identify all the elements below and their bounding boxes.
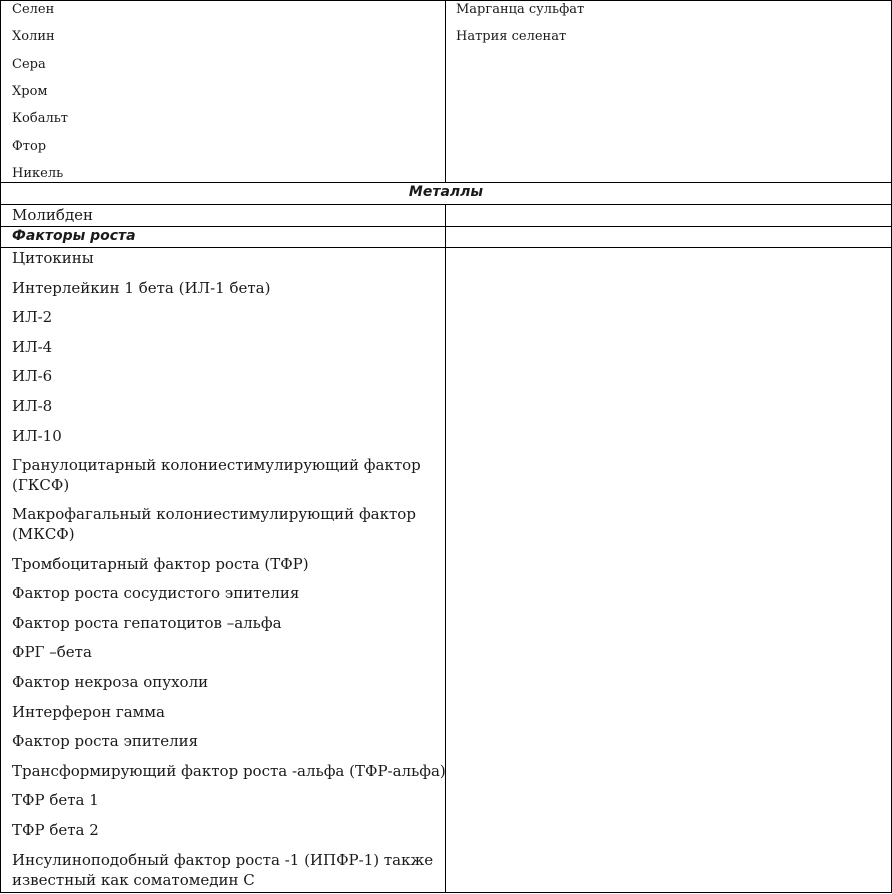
element-item: Хром: [12, 84, 48, 99]
table-border-bottom: [0, 892, 892, 893]
growth-factor-item: ИЛ-8: [12, 397, 53, 415]
column-divider-top: [445, 0, 446, 183]
growth-factor-item: ИЛ-10: [12, 427, 62, 445]
element-item: Никель: [12, 166, 64, 181]
growth-factor-item: ТФР бета 1: [12, 791, 99, 809]
growth-factor-item: Тромбоцитарный фактор роста (ТФР): [12, 555, 309, 573]
growth-factor-item: Трансформирующий фактор роста -альфа (ТФР-альфа): [12, 762, 446, 780]
element-item: Фтор: [12, 139, 47, 154]
compound-item: Натрия селенат: [456, 29, 567, 44]
metals-header: Металлы: [408, 184, 484, 200]
growth-factor-item: ФРГ –бета: [12, 643, 92, 661]
growth-factor-item: ИЛ-6: [12, 367, 53, 385]
column-divider-growth-header: [445, 226, 446, 247]
column-divider-metals: [445, 204, 446, 226]
growth-factors-header: Факторы роста: [12, 228, 136, 244]
element-item: Кобальт: [12, 111, 68, 126]
row-divider-growth-header-bottom: [0, 247, 892, 248]
element-item: Сера: [12, 57, 46, 72]
growth-factor-item: Интерлейкин 1 бета (ИЛ-1 бета): [12, 279, 271, 297]
row-divider-growth-header-top: [0, 226, 892, 227]
growth-factor-item: ТФР бета 2: [12, 821, 99, 839]
growth-factor-item: Интерферон гамма: [12, 703, 165, 721]
growth-factor-item: Цитокины: [12, 249, 94, 267]
growth-factor-item: Фактор роста эпителия: [12, 732, 199, 750]
growth-factor-item: Макрофагальный колониестимулирующий фактор (МКСФ): [12, 505, 416, 543]
column-divider-growth: [445, 247, 446, 893]
compound-item: Марганца сульфат: [456, 2, 585, 17]
growth-factor-item: Гранулоцитарный колониестимулирующий фактор (ГКСФ): [12, 456, 421, 494]
element-item: Селен: [12, 2, 55, 17]
growth-factor-item: Фактор роста гепатоцитов –альфа: [12, 614, 282, 632]
growth-factor-item: Фактор роста сосудистого эпителия: [12, 584, 300, 602]
growth-factor-item: ИЛ-4: [12, 338, 53, 356]
element-item: Холин: [12, 29, 55, 44]
row-divider-metals-header-top: [0, 182, 892, 183]
row-divider-metals-header-bottom: [0, 204, 892, 205]
growth-factor-item: Фактор некроза опухоли: [12, 673, 209, 691]
table-border-left: [0, 0, 1, 893]
metal-item: Молибден: [12, 206, 94, 224]
growth-factor-item: Инсулиноподобный фактор роста -1 (ИПФР-1) также известный как соматомедин С: [12, 851, 434, 889]
table-border-top: [0, 0, 892, 1]
growth-factor-item: ИЛ-2: [12, 308, 53, 326]
